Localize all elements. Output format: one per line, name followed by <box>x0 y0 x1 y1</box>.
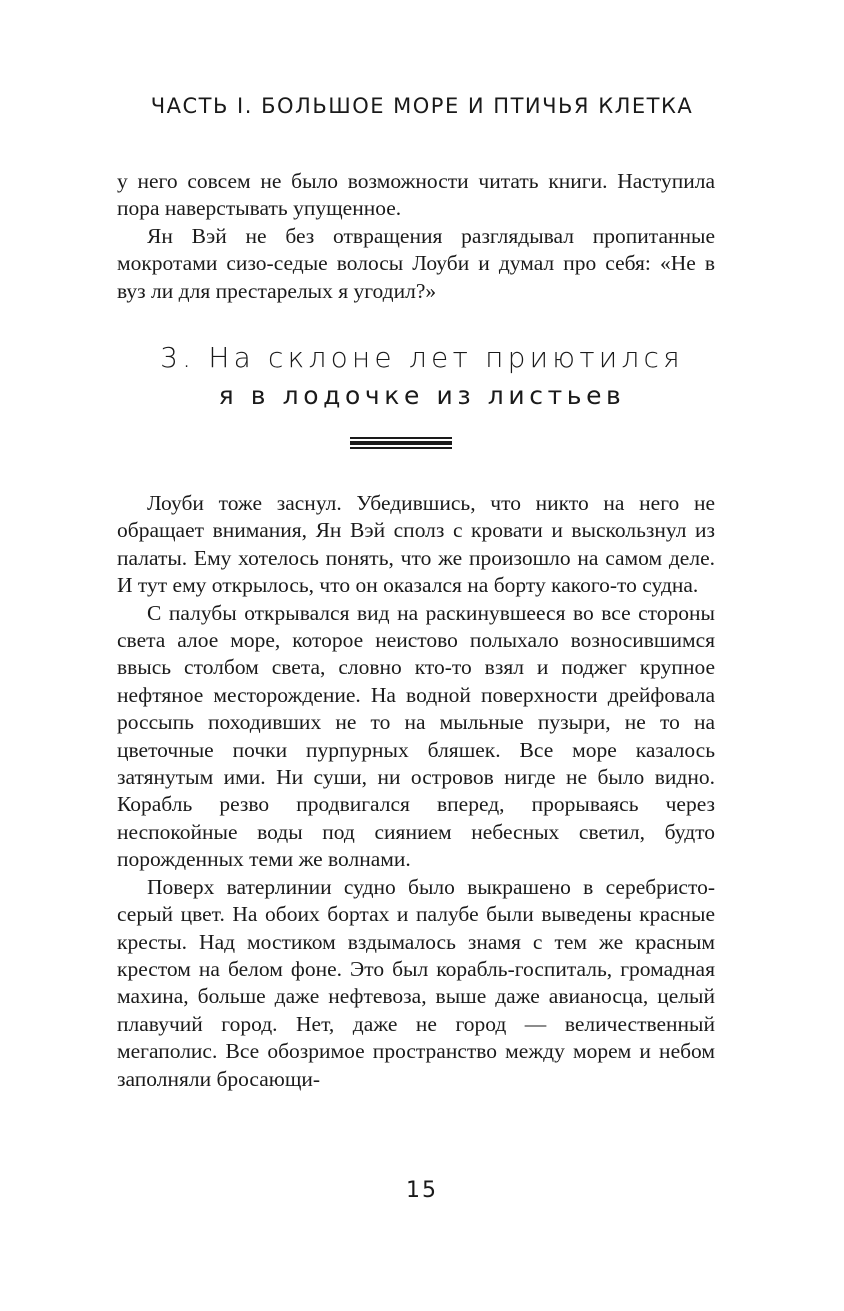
ornament-line <box>350 447 452 449</box>
running-head: ЧАСТЬ I. БОЛЬШОЕ МОРЕ И ПТИЧЬЯ КЛЕТКА <box>150 94 694 118</box>
chapter-heading <box>0 340 844 414</box>
paragraph-continuation: у него совсем не было возможности читать книги. Наступила пора наверстывать упущенное. <box>117 169 715 221</box>
chapter-title-line-2: я в лодочке из листьев <box>218 381 626 410</box>
chapter-ornament-divider <box>350 437 452 450</box>
paragraph: Ян Вэй не без отвращения разглядывал пропитанные мокротами сизо-седые волосы Лоуби и думал про себя: «Не в вуз ли для престарелых я угодил?» <box>117 223 715 303</box>
paragraph: С палубы открывался вид на раскинувшееся во все стороны света алое море, которое неистово полыхало возносившимся ввысь столбом света, словно кто-то взял и поджег крупное нефтяное месторождение. На водной поверхности дрейфовала россыпь походивших не то на мыльные пузыри, не то на цветочные почки пурпурных бляшек. Все море казалось затянутым ими. Ни суши, ни островов нигде не было видно. Корабль резво продвигался вперед, прорываясь через неспокойные воды под сиянием небесных светил, будто порожденных теми же волнами. <box>117 600 715 872</box>
chapter-title-line-1: 3. На склоне лет приютился <box>160 341 684 374</box>
paragraph: Поверх ватерлинии судно было выкрашено в серебристо-серый цвет. На обоих бортах и палубе были выведены красные кресты. Над мостиком вздымалось знамя с тем же красным крестом на белом фоне. Это был корабль-госпиталь, громадная махина, больше даже нефтевоза, выше даже авианосца, целый плавучий город. Нет, даже не город — величественный мегаполис. Все обозримое пространство между морем и небом заполняли бросающи- <box>117 874 715 1091</box>
main-text-block <box>117 490 715 1093</box>
page-number: 15 <box>406 1178 438 1203</box>
ornament-line <box>350 441 452 445</box>
paragraph: Лоуби тоже заснул. Убедившись, что никто на него не обращает внимания, Ян Вэй сполз с кровати и выскользнул из палаты. Ему хотелось понять, что же произошло на самом деле. И тут ему открылось, что он оказался на борту какого-то судна. <box>117 491 715 598</box>
ornament-line <box>350 437 452 439</box>
top-text-block <box>117 168 715 305</box>
